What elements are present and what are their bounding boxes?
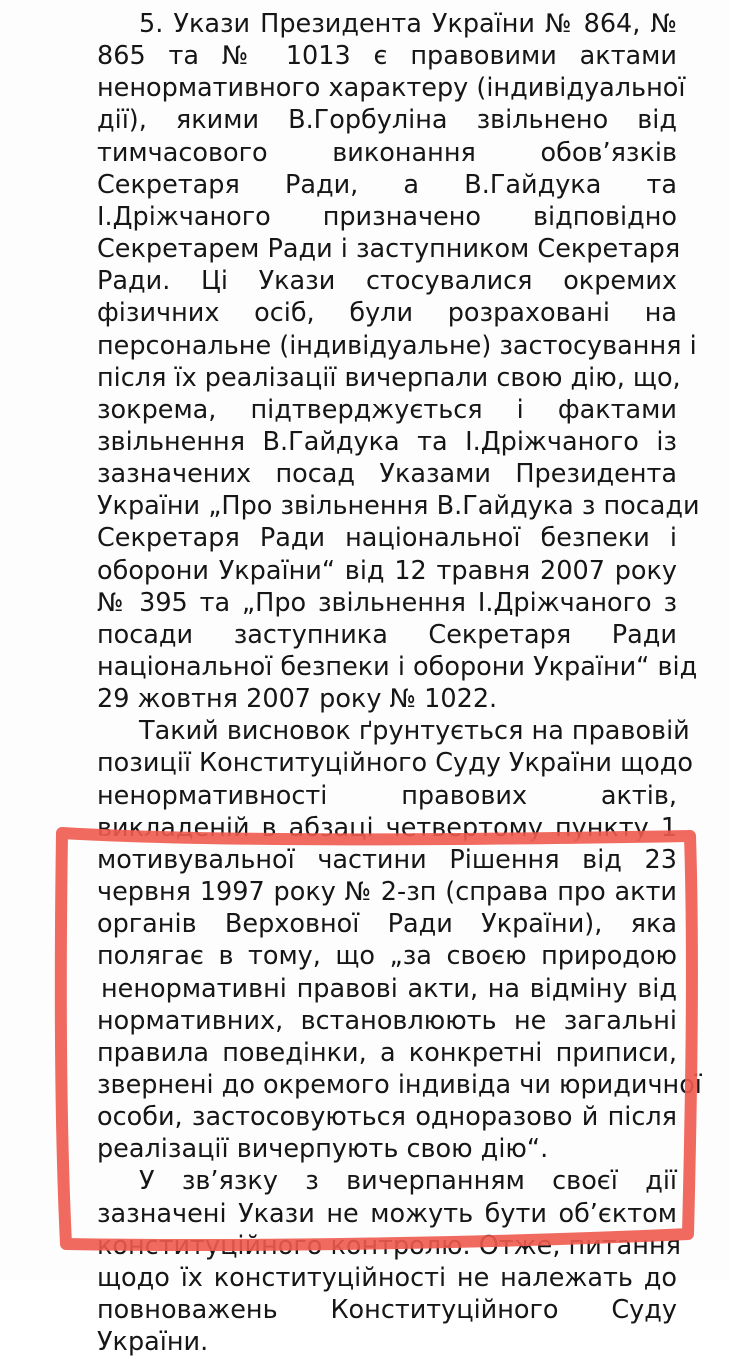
- text-line: правила поведінки, а конкретні приписи,: [97, 1037, 677, 1068]
- text-line: 865 та № 1013 є правовими актами: [97, 41, 677, 72]
- text-line: зазначені Укази не можуть бути об’єктом: [97, 1198, 677, 1229]
- text-line: повноважень Конституційного Суду: [97, 1295, 677, 1325]
- text-line: України.: [97, 1327, 209, 1358]
- text-line: України „Про звільнення В.Гайдука з посади: [97, 491, 700, 522]
- text-line: дії), якими В.Горбуліна звільнено від: [97, 105, 677, 136]
- text-line: щодо їх конституційності не належать до: [97, 1262, 677, 1293]
- text-line: конституційного контролю. Отже, питання: [97, 1230, 681, 1261]
- text-line: після їх реалізації вичерпали свою дію, що,: [97, 362, 681, 393]
- text-line: нормативних, встановлюють не загальні: [97, 1005, 677, 1036]
- text-line: особи, застосовуються одноразово й після: [97, 1102, 677, 1133]
- text-line: фізичних осіб, були розраховані на: [97, 298, 677, 329]
- text-line: полягає в тому, що „за своєю природою: [97, 941, 677, 972]
- text-line: звільнення В.Гайдука та І.Дріжчаного із: [97, 426, 677, 457]
- text-line: Ради. Ці Укази стосувалися окремих: [97, 266, 677, 297]
- text-line: звернені до окремого індивіда чи юридичної: [97, 1069, 702, 1100]
- text-line: персональне (індивідуальне) застосування і: [97, 330, 697, 361]
- text-line: червня 1997 року № 2-зп (справа про акти: [97, 877, 677, 908]
- text-line: Секретарем Ради і заступником Секретаря: [97, 234, 681, 265]
- text-line: позиції Конституційного Суду України щодо: [97, 748, 693, 779]
- text-line: оборони України“ від 12 травня 2007 року: [97, 555, 677, 586]
- text-line: посади заступника Секретаря Ради: [97, 619, 677, 650]
- text-line: органів Верховної Ради України), яка: [97, 909, 677, 940]
- text-line: мотивувальної частини Рішення від 23: [97, 844, 677, 875]
- text-line: тимчасового виконання обов’язків: [97, 137, 677, 168]
- text-line: ненормативні правові акти, на відміну від: [101, 973, 677, 1004]
- text-line: Секретаря Ради національної безпеки і: [97, 523, 677, 554]
- text-line: У зв’язку з вичерпанням своєї дії: [139, 1166, 677, 1197]
- text-line: реалізації вичерпують свою дію“.: [97, 1134, 549, 1165]
- text-line: І.Дріжчаного призначено відповідно: [97, 201, 677, 232]
- text-line: № 395 та „Про звільнення І.Дріжчаного з: [97, 587, 677, 618]
- text-line: 29 жовтня 2007 року № 1022.: [97, 684, 498, 715]
- text-line: 5. Укази Президента України № 864, №: [139, 9, 677, 39]
- text-line: викладеній в абзаці четвертому пункту 1: [97, 812, 677, 843]
- text-line: Секретаря Ради, а В.Гайдука та: [97, 169, 677, 200]
- text-line: Такий висновок ґрунтується на правовій: [139, 716, 690, 747]
- text-line: зокрема, підтверджується і фактами: [97, 394, 677, 425]
- text-line: національної безпеки і оборони України“ від: [97, 652, 698, 682]
- text-line: ненормативного характеру (індивідуальної: [97, 73, 686, 104]
- text-line: ненормативності правових актів,: [97, 780, 677, 811]
- text-line: зазначених посад Указами Президента: [97, 459, 677, 490]
